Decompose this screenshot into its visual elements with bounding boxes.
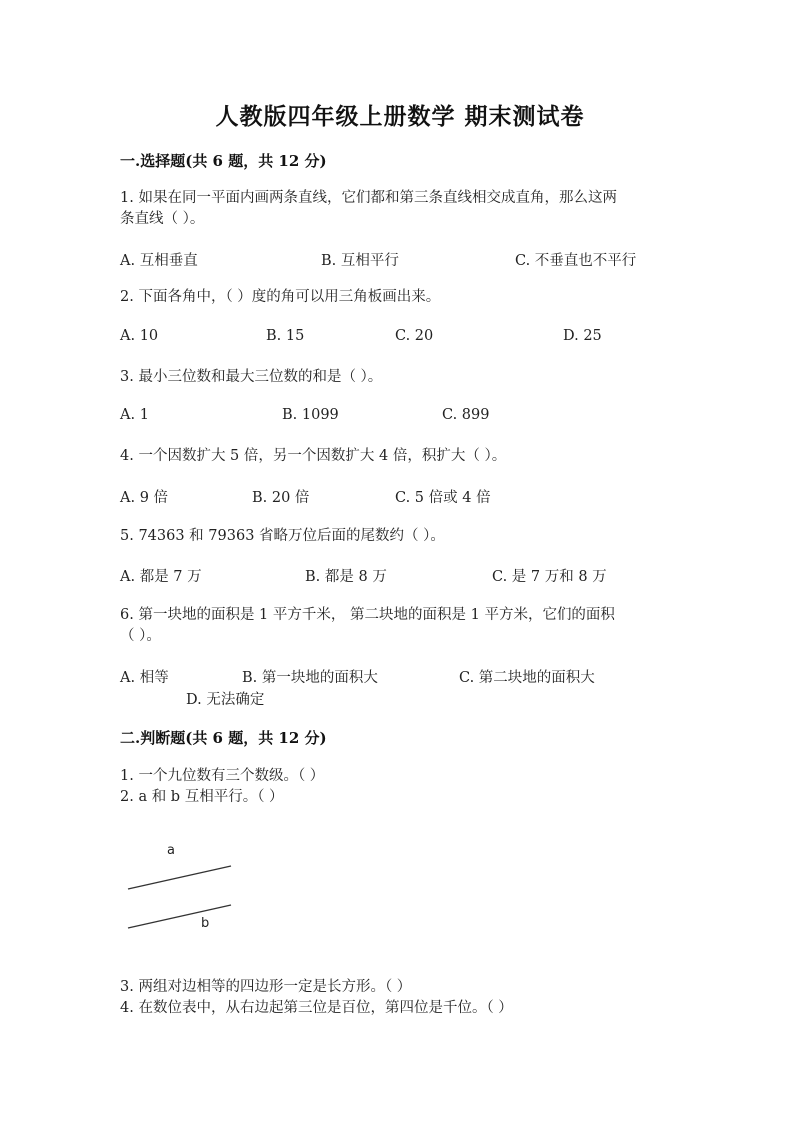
- question-6-option-a: A. 相等: [120, 670, 169, 686]
- question-5-option-a: A. 都是 7 万: [120, 569, 202, 585]
- question-1-line1: 1. 如果在同一平面内画两条直线，它们都和第三条直线相交成直角，那么这两: [120, 190, 617, 206]
- question-4-option-a: A. 9 倍: [120, 490, 169, 506]
- line-b-label: b: [201, 916, 210, 931]
- page-title: 人教版四年级上册数学 期末测试卷: [215, 103, 585, 130]
- section-heading-choice: 一.选择题(共 6 题，共 12 分): [120, 152, 327, 170]
- line-b: [128, 905, 231, 928]
- question-3-option-c: C. 899: [442, 407, 490, 423]
- question-1-line2: 条直线（ ）。: [120, 211, 205, 227]
- question-4: 4. 一个因数扩大 5 倍，另一个因数扩大 4 倍，积扩大（ ）。: [120, 448, 507, 464]
- question-3-option-a: A. 1: [120, 407, 149, 423]
- question-4-option-c: C. 5 倍或 4 倍: [395, 490, 491, 506]
- line-a-label: a: [167, 843, 175, 858]
- judgement-4: 4. 在数位表中，从右边起第三位是百位，第四位是千位。（ ）: [120, 1000, 513, 1016]
- parallel-lines-figure: [118, 833, 248, 943]
- question-2: 2. 下面各角中，（ ）度的角可以用三角板画出来。: [120, 289, 441, 305]
- line-a: [128, 866, 231, 889]
- question-1-option-a: A. 互相垂直: [120, 253, 198, 269]
- question-5-option-c: C. 是 7 万和 8 万: [492, 569, 607, 585]
- question-1-option-c: C. 不垂直也不平行: [515, 253, 637, 269]
- question-6-line2: （ ）。: [120, 628, 161, 644]
- question-6-option-d: D. 无法确定: [186, 692, 265, 708]
- question-2-option-c: C. 20: [395, 328, 434, 344]
- question-5: 5. 74363 和 79363 省略万位后面的尾数约（ ）。: [120, 528, 445, 544]
- question-1-option-b: B. 互相平行: [321, 253, 399, 269]
- judgement-1: 1. 一个九位数有三个数级。（ ）: [120, 768, 325, 784]
- question-6-option-b: B. 第一块地的面积大: [242, 670, 378, 686]
- judgement-2: 2. a 和 b 互相平行。（ ）: [120, 789, 284, 805]
- section-heading-judgement: 二.判断题(共 6 题，共 12 分): [120, 729, 327, 747]
- question-3-option-b: B. 1099: [282, 407, 339, 423]
- question-6-line1: 6. 第一块地的面积是 1 平方千米， 第二块地的面积是 1 平方米，它们的面积: [120, 607, 615, 623]
- question-6-option-c: C. 第二块地的面积大: [459, 670, 595, 686]
- question-2-option-d: D. 25: [563, 328, 602, 344]
- question-4-option-b: B. 20 倍: [252, 490, 310, 506]
- question-2-option-b: B. 15: [266, 328, 305, 344]
- question-5-option-b: B. 都是 8 万: [305, 569, 387, 585]
- judgement-3: 3. 两组对边相等的四边形一定是长方形。（ ）: [120, 979, 412, 995]
- question-2-option-a: A. 10: [120, 328, 159, 344]
- question-3: 3. 最小三位数和最大三位数的和是（ ）。: [120, 369, 383, 385]
